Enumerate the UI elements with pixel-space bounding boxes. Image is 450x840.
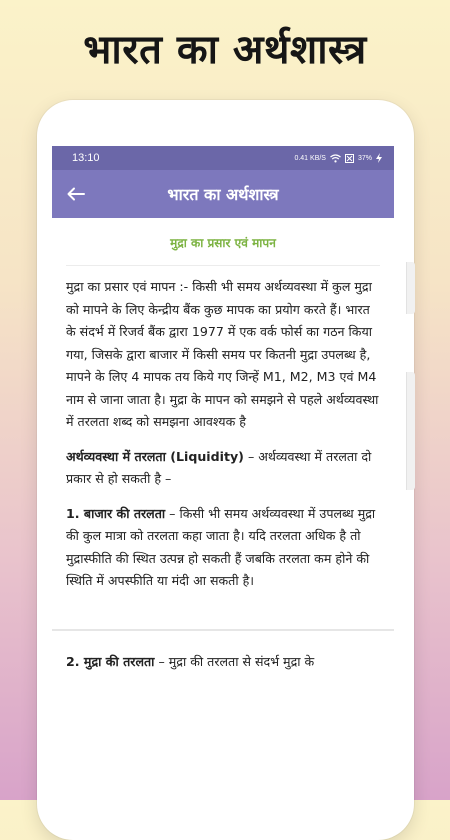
app-screen [52,146,394,806]
phone-volume-button [406,372,415,490]
section-heading: मुद्रा का प्रसार एवं मापन [66,234,380,266]
status-time: 13:10 [72,152,100,164]
paragraph-money-liquidity [66,651,380,674]
paragraph-money-liquidity-bold: 2. मुद्रा की तरलता [66,653,155,669]
status-bar [52,146,394,170]
paragraph-market-liquidity-bold: 1. बाजार की तरलता [66,505,166,521]
charging-icon [376,153,382,163]
paragraph-intro: मुद्रा का प्रसार एवं मापन :- किसी भी समय अर्थव्यवस्था में कुल मुद्रा को मापने के लिए केन्द्रीय बैंक कुछ मापक का प्रयोग करते हैं। भारत के संदर्भ में रिजर्व बैंक द्वारा 1977 में एक वर्क फोर्स का गठन किया गया, जिसके द्वारा बाजार में किसी समय पर कितनी मुद्रा उपलब्ध है, मापने के लिए 4 मापक तय किये गए जिन्हें M1, M2, M3 एवं M4 नाम से जाना जाता है। मुद्रा के मापन को समझने से पहले अर्थव्यवस्था में तरलता शब्द को समझना आवश्यक है [66,279,379,429]
arrow-left-icon [67,187,85,201]
paragraph-money-liquidity-text: – मुद्रा की तरलता से संदर्भ मुद्रा के [154,653,315,669]
paragraph-liquidity-text: – अर्थव्यवस्था में तरलता दो प्रकार से हो सकती है – [66,448,372,486]
promo-title: भारत का अर्थशास्त्र [83,27,367,73]
paragraph-market-liquidity [66,503,380,593]
phone-side-button [406,262,415,314]
status-icons [294,153,382,163]
paragraph-market-liquidity-text: – किसी भी समय अर्थव्यवस्था में उपलब्ध मुद्रा की कुल मात्रा को तरलता कहा जाता है। यदि तरलता अधिक है तो मुद्रास्फीति की स्थित उत्पन्न हो सकती हैं जबकि तरलता कम होने की स्थिति में अपस्फीति या मंदी आ सकती है। [66,505,376,588]
net-speed: 0.41 KB/S [294,154,326,162]
sim-icon [345,154,354,163]
battery-level: 37% [357,154,372,162]
back-button[interactable] [52,170,100,218]
article-content [52,234,394,673]
paragraph-liquidity [66,446,380,491]
wifi-icon [330,154,341,163]
section-divider [52,629,394,631]
paragraph-liquidity-bold: अर्थव्यवस्था में तरलता (Liquidity) [66,448,244,464]
app-title: भारत का अर्थशास्त्र [167,185,279,204]
app-bar [52,170,394,218]
